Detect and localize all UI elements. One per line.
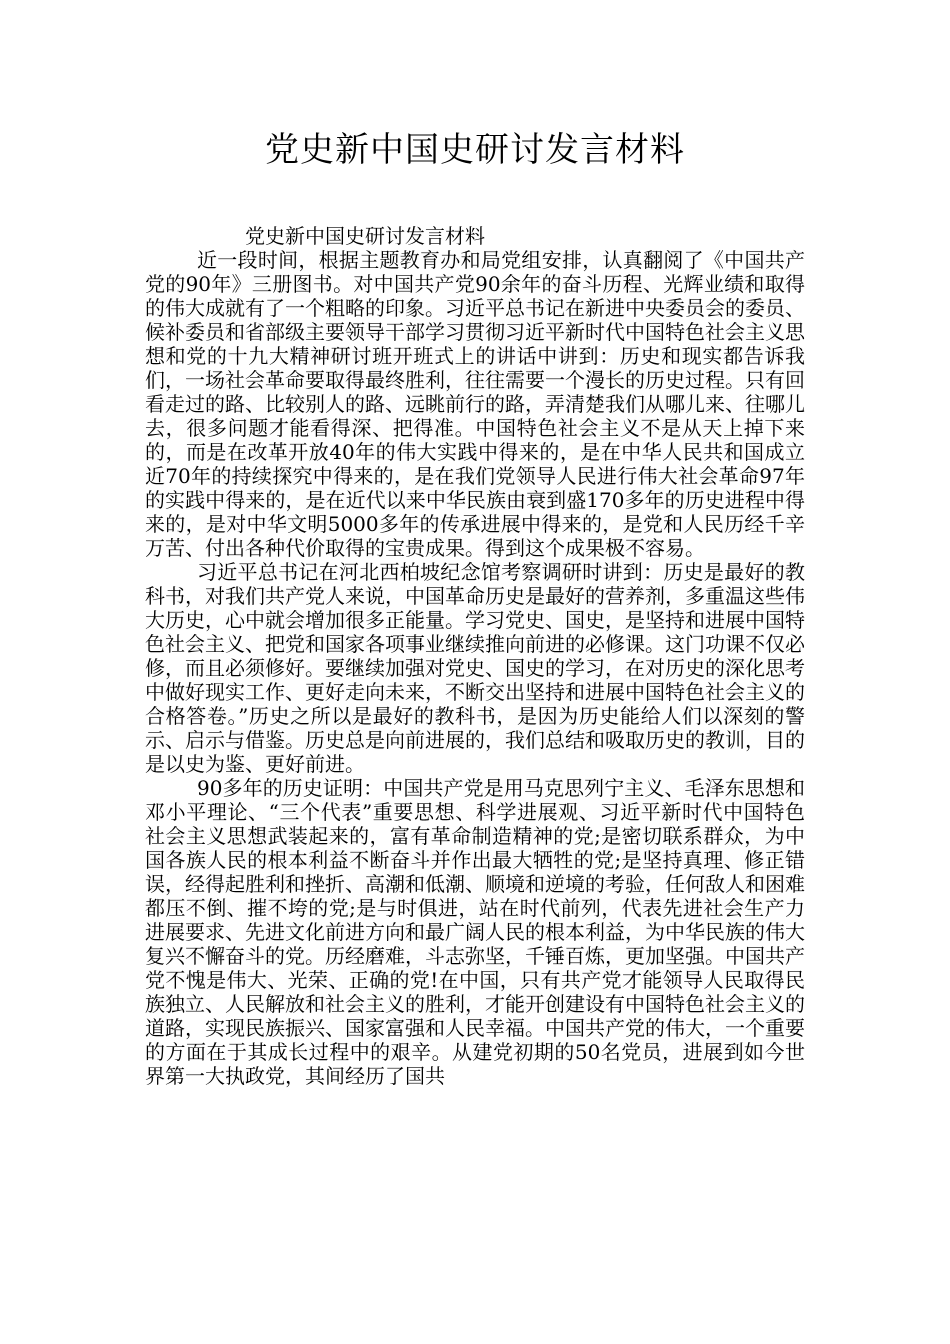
- paragraph-1: 近一段时间，根据主题教育办和局党组安排，认真翻阅了《中国共产党的90年》三册图书。对中国共产党90余年的奋斗历程、光辉业绩和取得的伟大成就有了一个粗略的印象。习近平总书记在新进中央委员会的委员、候补委员和省部级主要领导干部学习贯彻习近平新时代中国特色社会主义思想和党的十九大精神研讨班开班式上的讲话中讲到：历史和现实都告诉我们，一场社会革命要取得最终胜利，往往需要一个漫长的历史过程。只有回看走过的路、比较别人的路、远眺前行的路，弄清楚我们从哪儿来、往哪儿去，很多问题才能看得深、把得准。中国特色社会主义不是从天上掉下来的，而是在改革开放40年的伟大实践中得来的，是在中华人民共和国成立近70年的持续探究中得来的，是在我们党领导人民进行伟大社会革命97年的实践中得来的，是在近代以来中华民族由衰到盛170多年的历史进程中得来的，是对中华文明5000多年的传承进展中得来的，是党和人民历经千辛万苦、付出各种代价取得的宝贵成果。得到这个成果极不容易。: [145, 248, 805, 560]
- paragraph-2: 习近平总书记在河北西柏坡纪念馆考察调研时讲到：历史是最好的教科书，对我们共产党人来说，中国革命历史是最好的营养剂，多重温这些伟大历史，心中就会增加很多正能量。学习党史、国史，是坚持和进展中国特色社会主义、把党和国家各项事业继续推向前进的必修课。这门功课不仅必修，而且必须修好。要继续加强对党史、国史的学习，在对历史的深化思考中做好现实工作、更好走向未来，不断交出坚持和进展中国特色社会主义的合格答卷。”历史之所以是最好的教科书，是因为历史能给人们以深刻的警示、启示与借鉴。历史总是向前进展的，我们总结和吸取历史的教训，目的是以史为鉴、更好前进。: [145, 560, 805, 776]
- paragraph-3: 90多年的历史证明：中国共产党是用马克思列宁主义、毛泽东思想和邓小平理论、“三个代表”重要思想、科学进展观、习近平新时代中国特色社会主义思想武装起来的，富有革命制造精神的党;是密切联系群众，为中国各族人民的根本利益不断奋斗并作出最大牺牲的党;是坚持真理、修正错误，经得起胜利和挫折、高潮和低潮、顺境和逆境的考验，任何敌人和困难都压不倒、摧不垮的党;是与时俱进，站在时代前列，代表先进社会生产力进展要求、先进文化前进方向和最广阔人民的根本利益，为中华民族的伟大复兴不懈奋斗的党。历经磨难，斗志弥坚，千锤百炼，更加坚强。中国共产党不愧是伟大、光荣、正确的党!在中国，只有共产党才能领导人民取得民族独立、人民解放和社会主义的胜利，才能开创建设有中国特色社会主义的道路，实现民族振兴、国家富强和人民幸福。中国共产党的伟大，一个重要的方面在于其成长过程中的艰辛。从建党初期的50名党员，进展到如今世界第一大执政党，其间经历了国共: [145, 776, 805, 1088]
- document-title: 党史新中国史研讨发言材料: [265, 130, 685, 170]
- document-subtitle: 党史新中国史研讨发言材料: [245, 224, 485, 248]
- document-body: [145, 224, 805, 1088]
